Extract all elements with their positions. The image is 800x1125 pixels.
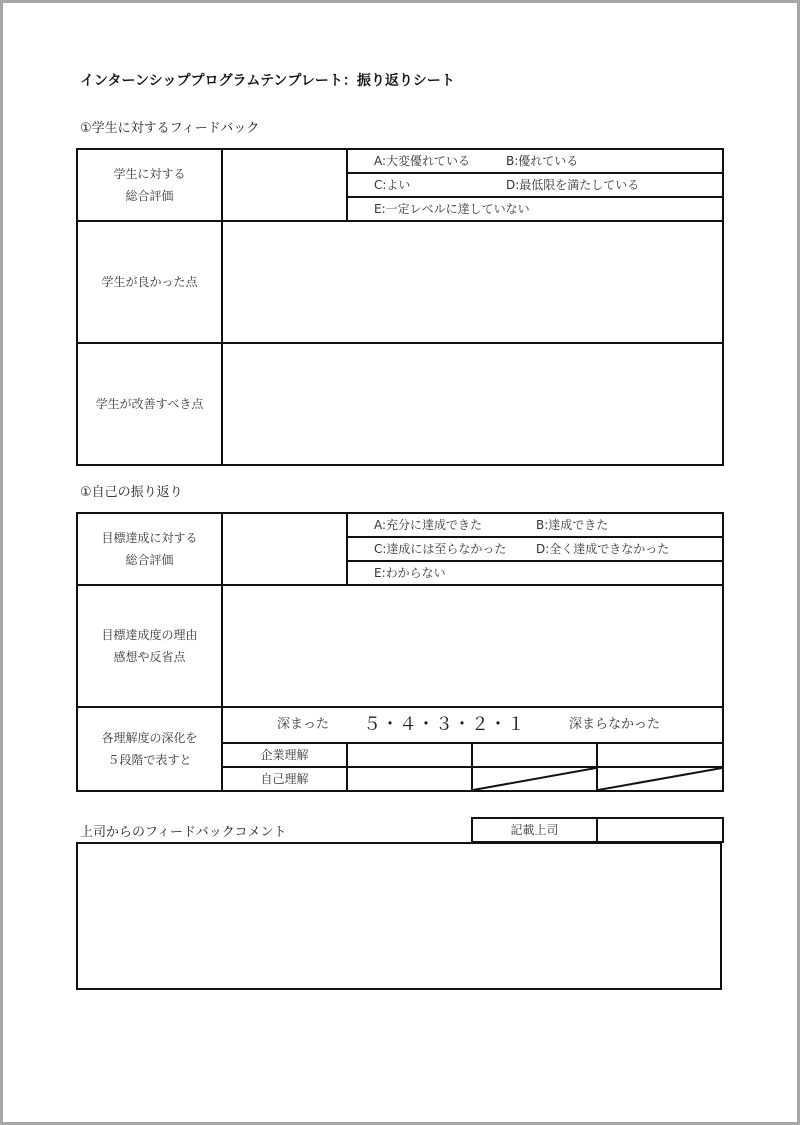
good-points-field[interactable] (222, 221, 723, 343)
goal-option-b: B:達成できた (536, 518, 609, 532)
overall-eval-label: 学生に対する 総合評価 (77, 149, 222, 221)
self-understanding-change[interactable] (597, 767, 723, 791)
reason-label: 目標達成度の理由 感想や反省点 (77, 585, 222, 707)
depth-label: 各理解度の深化を ５段階で表すと (77, 707, 222, 791)
goal-option-row-cd (347, 537, 723, 561)
option-e: E:一定レベルに達していない (374, 202, 530, 216)
option-row-ab (347, 149, 723, 173)
comment-field[interactable] (77, 843, 721, 989)
reason-field[interactable] (222, 585, 723, 707)
self-understanding-before[interactable] (347, 767, 472, 791)
scale-left-label: 深まった (277, 717, 330, 732)
improve-points-field[interactable] (222, 343, 723, 465)
good-points-label: 学生が良かった点 (77, 221, 222, 343)
self-understanding-label: 自己理解 (222, 767, 347, 791)
goal-eval-label: 目標達成に対する 総合評価 (77, 513, 222, 585)
company-understanding-label: 企業理解 (222, 743, 347, 767)
goal-option-c: C:達成には至らなかった (374, 542, 507, 556)
comment-table (76, 842, 722, 990)
student-feedback-table (76, 148, 724, 466)
company-understanding-after[interactable] (472, 743, 597, 767)
scale-header (222, 707, 723, 743)
writer-field[interactable] (597, 818, 723, 842)
overall-eval-input[interactable] (222, 149, 347, 221)
self-review-table (76, 512, 724, 792)
diagonal-line (598, 768, 722, 790)
page-title: インターンシッププログラムテンプレート：振り返りシート (80, 73, 455, 89)
diagonal-line (473, 768, 596, 790)
option-b: B:優れている (506, 154, 579, 168)
writer-label: 記載上司 (472, 818, 597, 842)
improve-points-label: 学生が改善すべき点 (77, 343, 222, 465)
option-d: D:最低限を満たしている (506, 178, 640, 192)
section2-heading: ①自己の振り返り (80, 485, 183, 500)
self-understanding-after[interactable] (472, 767, 597, 791)
company-understanding-change[interactable] (597, 743, 723, 767)
goal-option-row-e (347, 561, 723, 585)
goal-option-a: A:充分に達成できた (374, 518, 483, 532)
option-row-cd (347, 173, 723, 197)
option-a: A:大変優れている (374, 154, 471, 168)
option-row-e (347, 197, 723, 221)
scale-numbers: ５・４・３・２・１ (363, 714, 525, 735)
goal-option-row-ab (347, 513, 723, 537)
section3-heading: 上司からのフィードバックコメント (80, 825, 287, 840)
section1-heading: ①学生に対するフィードバック (80, 121, 260, 136)
goal-option-e: E:わからない (374, 566, 446, 580)
writer-table (471, 817, 724, 843)
goal-option-d: D:全く達成できなかった (536, 542, 670, 556)
option-c: C:よい (374, 178, 411, 192)
goal-eval-input[interactable] (222, 513, 347, 585)
company-understanding-before[interactable] (347, 743, 472, 767)
scale-right-label: 深まらなかった (569, 717, 661, 732)
